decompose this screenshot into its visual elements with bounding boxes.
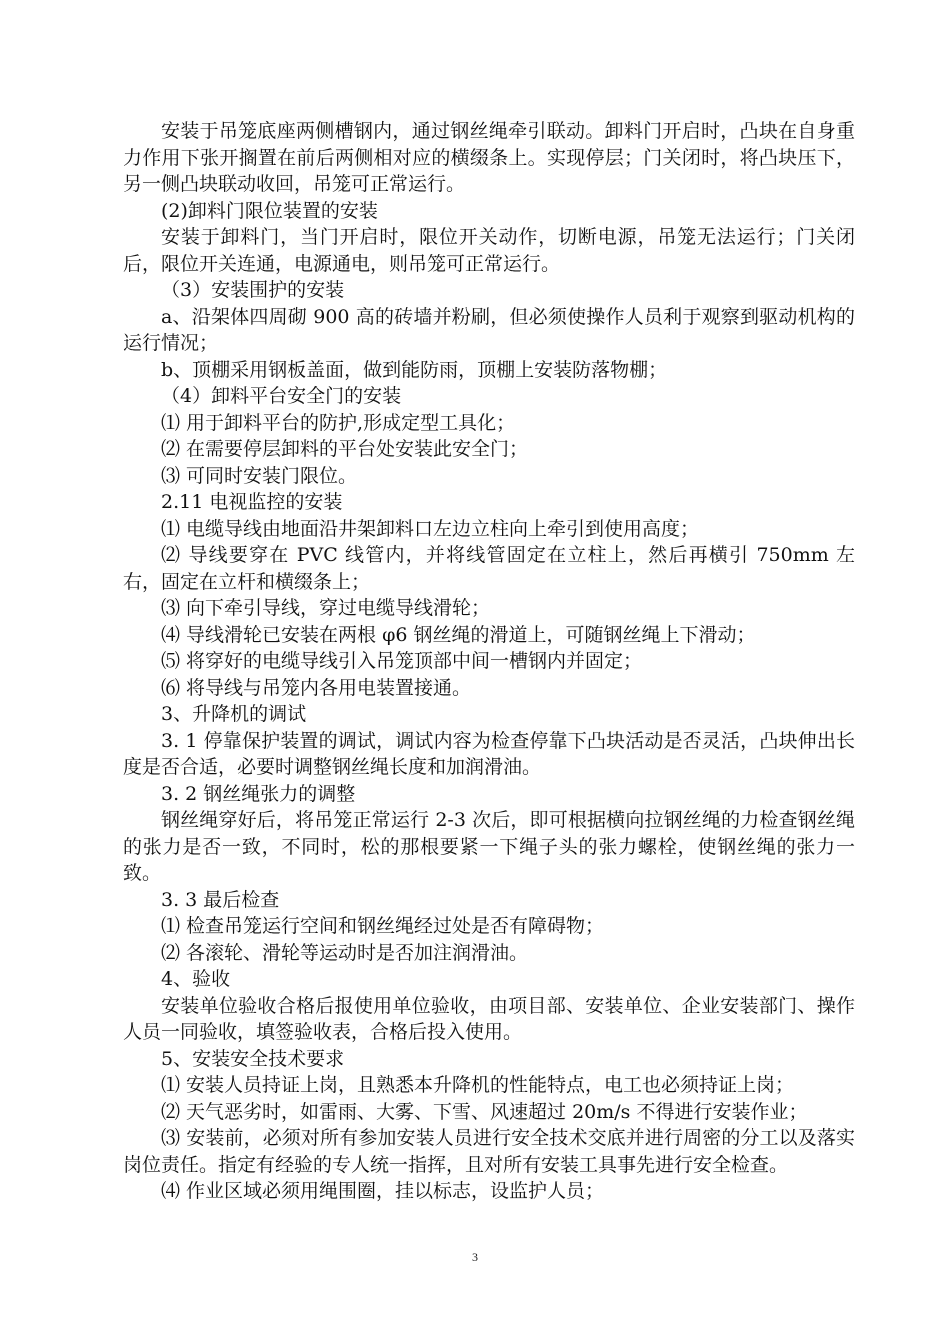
list-item: ⑷ 导线滑轮已安装在两根 φ6 钢丝绳的滑道上，可随钢丝绳上下滑动； <box>161 623 756 646</box>
page-number: 3 <box>472 1250 478 1264</box>
list-item: ⑹ 将导线与吊笼内各用电装置接通。 <box>161 676 472 699</box>
section-heading: 3. 3 最后检查 <box>161 888 280 911</box>
list-item: ⑵ 在需要停层卸料的平台处安装此安全门； <box>161 438 529 460</box>
list-item: ⑴ 电缆导线由地面沿井架卸料口左边立柱向上牵引到使用高度； <box>161 517 700 540</box>
section-heading: 5、安装安全技术要求 <box>161 1047 345 1070</box>
list-item: ⑴ 安装人员持证上岗，且熟悉本升降机的性能特点，电工也必须持证上岗； <box>161 1074 795 1096</box>
paragraph: 安装于卸料门，当门开启时，限位开关动作，切断电源，吊笼无法运行；门关闭后，限位开关连通，电源通电，则吊笼可正常运行。 <box>123 226 855 275</box>
list-item: ⑶ 安装前，必须对所有参加安装人员进行安全技术交底并进行周密的分工以及落实岗位责任。指定有经验的专人统一指挥，且对所有安装工具事先进行安全检查。 <box>123 1127 855 1176</box>
section-heading: 3、升降机的调试 <box>161 703 307 725</box>
paragraph: 钢丝绳穿好后，将吊笼正常运行 2-3 次后，即可根据横向拉钢丝绳的力检查钢丝绳的张力是否一致，不同时，松的那根要紧一下绳子头的张力螺栓，使钢丝绳的张力一致。 <box>123 809 855 884</box>
section-heading: (2)卸料门限位装置的安装 <box>161 199 378 222</box>
list-item: ⑴ 检查吊笼运行空间和钢丝绳经过处是否有障碍物； <box>161 915 605 937</box>
section-heading: （4）卸料平台安全门的安装 <box>161 385 402 407</box>
list-item: ⑶ 向下牵引导线，穿过电缆导线滑轮； <box>161 597 491 619</box>
list-item: ⑵ 各滚轮、滑轮等运动时是否加注润滑油。 <box>161 941 529 964</box>
section-heading: 4、验收 <box>161 968 231 990</box>
list-item: ⑵ 天气恶劣时，如雷雨、大雾、下雪、风速超过 20m/s 不得进行安装作业； <box>161 1100 808 1123</box>
list-item: b、顶棚采用钢板盖面，做到能防雨，顶棚上安装防落物棚； <box>161 358 668 381</box>
list-item: a、沿架体四周砌 900 高的砖墙并粉刷，但必须使操作人员利于观察到驱动机构的运行情况； <box>123 305 855 354</box>
list-item: ⑸ 将穿好的电缆导线引入吊笼顶部中间一槽钢内并固定； <box>161 650 643 672</box>
list-item: ⑶ 可同时安装门限位。 <box>161 464 358 487</box>
list-item: ⑴ 用于卸料平台的防护,形成定型工具化； <box>161 411 516 434</box>
paragraph: 安装于吊笼底座两侧槽钢内，通过钢丝绳牵引联动。卸料门开启时，凸块在自身重力作用下张开搁置在前后两侧相对应的横缀条上。实现停层；门关闭时，将凸块压下，另一侧凸块联动收回，吊笼可正常运行。 <box>123 120 855 195</box>
list-item: ⑷ 作业区域必须用绳围圈，挂以标志，设监护人员； <box>161 1180 605 1202</box>
list-item: ⑵ 导线要穿在 PVC 线管内，并将线管固定在立柱上，然后再横引 750mm 左右，固定在立杆和横缀条上； <box>123 544 855 593</box>
paragraph: 安装单位验收合格后报使用单位验收，由项目部、安装单位、企业安装部门、操作人员一同验收，填签验收表，合格后投入使用。 <box>123 994 855 1043</box>
document-body <box>123 118 855 1205</box>
section-heading: （3）安装围护的安装 <box>161 279 345 301</box>
paragraph: 3. 1 停靠保护装置的调试，调试内容为检查停靠下凸块活动是否灵活，凸块伸出长度是否合适，必要时调整钢丝绳长度和加润滑油。 <box>123 729 855 778</box>
section-heading: 2.11 电视监控的安装 <box>161 491 343 513</box>
section-heading: 3. 2 钢丝绳张力的调整 <box>161 782 356 805</box>
